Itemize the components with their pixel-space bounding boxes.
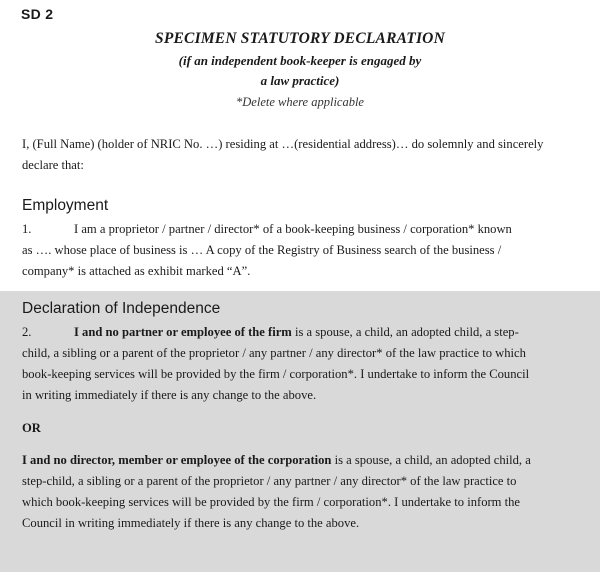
independence-line-1: 2. I and no partner or employee of the firm is a spouse, a child, an adopted child, a step- — [22, 322, 578, 343]
employment-line-3: company* is attached as exhibit marked “A”. — [22, 264, 251, 278]
independence-line-7: which book-keeping services will be provided by the firm / corporation*. I undertake to inform the — [22, 495, 521, 509]
firm-clause-bold: I and no partner or employee of the firm — [74, 325, 292, 339]
employment-line-2: as …. whose place of business is … A copy of the Registry of Business search of the business / — [22, 243, 502, 257]
independence-line-5: I and no director, member or employee of the corporation is a spouse, a child, an adopted child, a — [22, 453, 531, 467]
subtitle-line-1: (if an independent book-keeper is engaged by — [178, 53, 422, 68]
independence-paragraph-1 — [22, 322, 578, 406]
document-title: SPECIMEN STATUTORY DECLARATION — [155, 30, 445, 47]
delete-note: *Delete where applicable — [236, 95, 364, 109]
subtitle-line-2: a law practice) — [260, 73, 340, 88]
intro-paragraph — [22, 134, 578, 176]
clause-number-2: 2. — [22, 325, 32, 339]
independence-paragraph-2 — [22, 450, 578, 534]
independence-line-4: in writing immediately if there is any change to the above. — [22, 388, 317, 402]
independence-line-8: Council in writing immediately if there is any change to the above. — [22, 516, 360, 530]
intro-line-2: declare that: — [22, 158, 84, 172]
employment-line-1: 1. I am a proprietor / partner / director* of a book-keeping business / corporation* known — [22, 219, 578, 240]
document-id: SD 2 — [21, 6, 54, 22]
corporation-clause-bold: I and no director, member or employee of the corporation — [22, 453, 332, 467]
independence-line-6: step-child, a sibling or a parent of the proprietor / any partner / any director* of the law practice to — [22, 474, 517, 488]
independence-line-2: child, a sibling or a parent of the proprietor / any partner / any director* of the law practice to which — [22, 346, 526, 360]
or-label: OR — [22, 421, 41, 435]
independence-line-3: book-keeping services will be provided by the firm / corporation*. I undertake to inform the Council — [22, 367, 530, 381]
employment-paragraph — [22, 219, 578, 282]
clause-number-1: 1. — [22, 222, 32, 236]
independence-heading: Declaration of Independence — [22, 300, 221, 317]
employment-heading: Employment — [22, 197, 109, 214]
or-separator — [22, 418, 578, 439]
intro-line-1: I, (Full Name) (holder of NRIC No. …) residing at …(residential address)… do solemnly and sincerely — [22, 137, 544, 151]
